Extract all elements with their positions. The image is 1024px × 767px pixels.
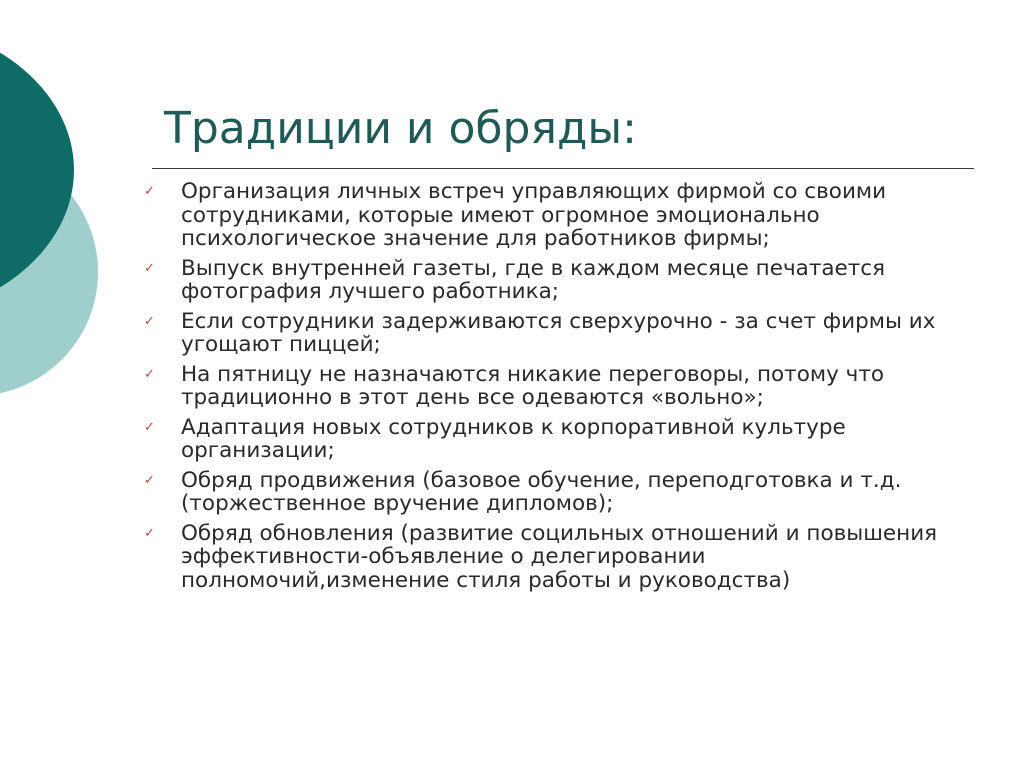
bullet-text: Обряд продвижения (базовое обучение, переподготовка и т.д.(торжественное вручение дипломов); (181, 467, 902, 516)
bullet-item (144, 180, 944, 251)
bullet-item (144, 363, 944, 410)
bullet-item (144, 257, 944, 304)
checkmark-icon: ✓ (144, 525, 155, 541)
bullet-item (144, 310, 944, 357)
bullet-list (144, 180, 944, 598)
bullet-text: Выпуск внутренней газеты, где в каждом месяце печатается фотография лучшего работника; (181, 255, 886, 304)
bullet-text: Адаптация новых сотрудников к корпоративной культуре организации; (181, 414, 846, 463)
bullet-item (144, 469, 944, 516)
bullet-item (144, 522, 944, 593)
checkmark-icon: ✓ (144, 366, 155, 382)
bullet-text: На пятницу не назначаются никакие переговоры, потому что традиционно в этот день все одеваются «вольно»; (181, 361, 885, 410)
bullet-text: Организация личных встреч управляющих фирмой со своими сотрудниками, которые имеют огромное эмоционально психологическое значение для работников фирмы; (181, 179, 887, 251)
checkmark-icon: ✓ (144, 419, 155, 435)
slide-title: Традиции и обряды: (164, 103, 637, 154)
checkmark-icon: ✓ (144, 313, 155, 329)
title-underline (152, 168, 974, 169)
bullet-text: Обряд обновления (развитие социльных отношений и повышения эффективности-объявление о делегировании полномочий,изменение стиля работы и руководства) (181, 520, 938, 593)
checkmark-icon: ✓ (144, 472, 155, 488)
bullet-text: Если сотрудники задерживаются сверхурочно - за счет фирмы их угощают пиццей; (181, 308, 936, 357)
checkmark-icon: ✓ (144, 184, 155, 199)
bullet-item (144, 416, 944, 463)
checkmark-icon: ✓ (144, 260, 155, 276)
